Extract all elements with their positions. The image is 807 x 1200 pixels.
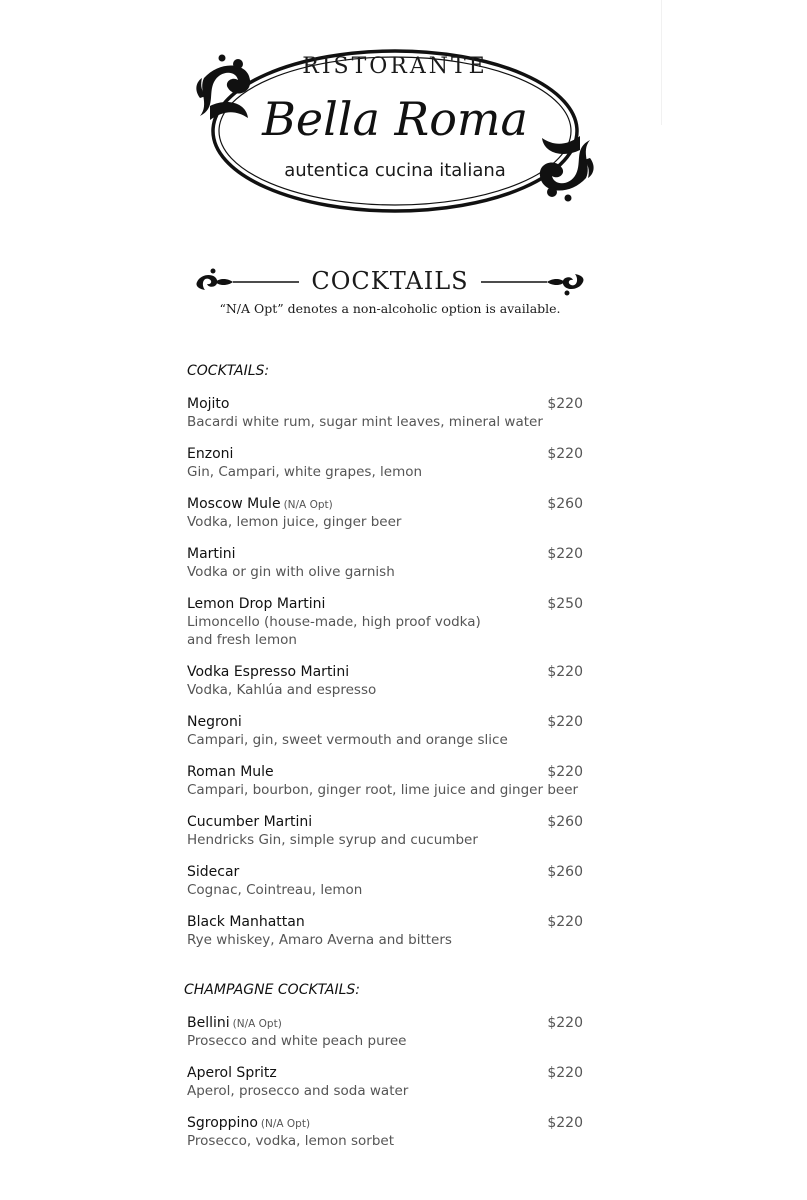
item-description: Prosecco, vodka, lemon sorbet	[187, 1133, 395, 1149]
item-price: $220	[547, 664, 583, 680]
item-price: $260	[547, 496, 583, 512]
item-price: $250	[547, 596, 583, 612]
item-description: and fresh lemon	[187, 632, 297, 648]
group-title: CHAMPAGNE COCKTAILS:	[184, 982, 361, 998]
menu-item	[187, 595, 583, 649]
menu-item	[187, 545, 583, 581]
menu-item	[187, 1064, 583, 1100]
item-description: Vodka or gin with olive garnish	[187, 564, 395, 580]
item-description: Aperol, prosecco and soda water	[187, 1083, 409, 1099]
item-name: Vodka Espresso Martini	[187, 664, 350, 680]
item-description: Bacardi white rum, sugar mint leaves, mineral water	[187, 414, 543, 430]
item-name: Martini	[187, 546, 236, 562]
menu-item	[187, 445, 583, 481]
item-price: $220	[547, 914, 583, 930]
item-name: Bellini	[187, 1015, 230, 1031]
item-price: $220	[547, 546, 583, 562]
item-description: Hendricks Gin, simple syrup and cucumber	[187, 832, 478, 848]
item-description: Rye whiskey, Amaro Averna and bitters	[187, 932, 452, 948]
item-name: Negroni	[187, 714, 242, 730]
item-name: Black Manhattan	[187, 914, 305, 930]
item-description: Campari, gin, sweet vermouth and orange slice	[187, 732, 508, 748]
item-name: Sgroppino	[187, 1115, 258, 1131]
item-name: Sidecar	[187, 864, 240, 880]
menu-item	[187, 763, 583, 799]
item-name: Mojito	[187, 396, 230, 412]
item-description: Campari, bourbon, ginger root, lime juice and ginger beer	[187, 782, 579, 798]
menu-item	[187, 713, 583, 749]
item-price: $260	[547, 814, 583, 830]
menu-item	[187, 495, 583, 531]
non-alcoholic-option-tag: (N/A Opt)	[232, 1018, 282, 1030]
non-alcoholic-note: “N/A Opt” denotes a non-alcoholic option is available.	[219, 301, 561, 316]
menu-item	[187, 663, 583, 699]
non-alcoholic-option-tag: (N/A Opt)	[283, 499, 333, 511]
item-name: Lemon Drop Martini	[187, 596, 326, 612]
menu-item	[187, 813, 583, 849]
item-description: Gin, Campari, white grapes, lemon	[187, 464, 423, 480]
menu-item	[187, 863, 583, 899]
item-price: $220	[547, 714, 583, 730]
edge-scratch-line	[661, 0, 662, 125]
item-price: $220	[547, 764, 583, 780]
item-name: Roman Mule	[187, 764, 274, 780]
restaurant-name: Bella Roma	[262, 92, 528, 146]
menu-item	[187, 913, 583, 949]
item-price: $260	[547, 864, 583, 880]
item-price: $220	[547, 1065, 583, 1081]
item-price: $220	[547, 396, 583, 412]
restaurant-logo	[190, 38, 600, 218]
menu-item	[187, 395, 583, 431]
menu-item	[187, 1014, 583, 1050]
item-name: Aperol Spritz	[187, 1065, 277, 1081]
item-name: Cucumber Martini	[187, 814, 313, 830]
logo-tagline: autentica cucina italiana	[284, 160, 506, 181]
item-description: Vodka, lemon juice, ginger beer	[187, 514, 402, 530]
menu-item	[187, 1114, 583, 1150]
item-description: Prosecco and white peach puree	[187, 1033, 407, 1049]
item-description: Vodka, Kahlúa and espresso	[187, 682, 377, 698]
group-title: COCKTAILS:	[187, 363, 270, 379]
item-description: Cognac, Cointreau, lemon	[187, 882, 363, 898]
item-price: $220	[547, 446, 583, 462]
section-title: COCKTAILS	[311, 267, 469, 295]
item-name: Moscow Mule	[187, 496, 281, 512]
item-description: Limoncello (house-made, high proof vodka)	[187, 614, 481, 630]
item-price: $220	[547, 1015, 583, 1031]
non-alcoholic-option-tag: (N/A Opt)	[260, 1118, 311, 1130]
item-price: $220	[547, 1115, 583, 1131]
logo-kicker: RISTORANTE	[302, 54, 488, 79]
section-header	[195, 265, 585, 299]
item-name: Enzoni	[187, 446, 234, 462]
